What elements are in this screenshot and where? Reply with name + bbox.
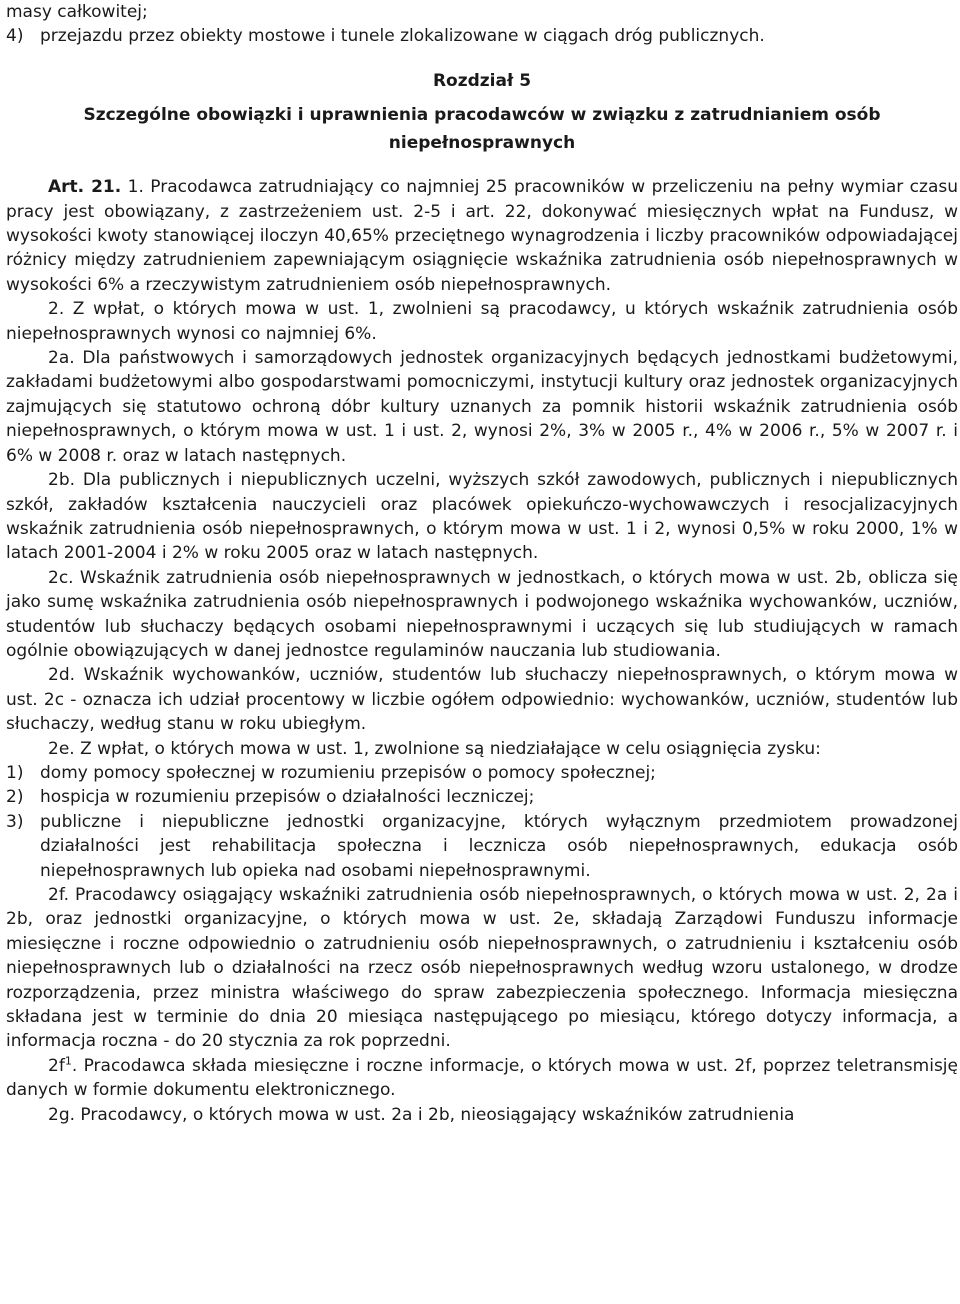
paragraph-2f1-text: . Pracodawca składa miesięczne i roczne informacje, o których mowa w ust. 2f, poprzez teletransmisję danych w formie dokumentu elektronicznego.	[6, 1055, 958, 1101]
paragraph-2c: 2c. Wskaźnik zatrudnienia osób niepełnosprawnych w jednostkach, o których mowa w ust. 2b, oblicza się jako sumę wskaźnika zatrudnienia osób niepełnosprawnych i podwojonego wskaźnika wychowanków, uczniów, studentów lub słuchaczy będących osobami niepełnosprawnymi i uczących się lub studiujących w ramach ogólnie obowiązujących w danej jednostce regulaminów nauczania lub studiowania.	[6, 567, 958, 661]
article-label: Art. 21.	[48, 177, 122, 198]
list-item-text: przejazdu przez obiekty mostowe i tunele zlokalizowane w ciągach dróg publicznych.	[40, 26, 765, 47]
list-item-3	[6, 810, 958, 883]
paragraph-2f: 2f. Pracodawcy osiągający wskaźniki zatrudnienia osób niepełnosprawnych, o których mowa w ust. 2, 2a i 2b, oraz jednostki organizacyjne, o których mowa w ust. 2e, składają Zarządowi Funduszu informacje miesięczne i roczne odpowiednio o zatrudnieniu osób niepełnosprawnych, o zatrudnieniu i kształceniu osób niepełnosprawnych lub o działalności na rzecz osób niepełnosprawnych według wzoru ustalonego, w drodze rozporządzenia, przez ministra właściwego do spraw zabezpieczenia społecznego. Informacja miesięczna składana jest w terminie do dnia 20 miesiąca następującego po miesiącu, którego dotyczy informacja, a informacja roczna - do 20 stycznia za rok poprzedni.	[6, 885, 958, 1052]
list-item-text: domy pomocy społecznej w rozumieniu przepisów o pomocy społecznej;	[40, 762, 656, 783]
list-item-1	[6, 761, 958, 785]
chapter-title: Rozdział 5	[432, 70, 532, 91]
list-item-number: 3)	[6, 811, 24, 832]
paragraph-2d: 2d. Wskaźnik wychowanków, uczniów, studentów lub słuchaczy niepełnosprawnych, o którym mowa w ust. 2c - oznacza ich udział procentowy w liczbie ogółem odpowiednio: wychowanków, uczniów, studentów lub słuchaczy, według stanu w roku ubiegłym.	[6, 665, 958, 735]
text-line-masy: masy całkowitej;	[6, 2, 148, 22]
list-item-text: publiczne i niepubliczne jednostki organizacyjne, których wyłącznym przedmiotem prowadzonej działalności jest rehabilitacja społeczna i lecznicza osób niepełnosprawnych, edukacja osób niepełnosprawnych lub opieka nad osobami niepełnosprawnymi.	[40, 811, 958, 881]
list-item-number: 1)	[6, 762, 24, 783]
paragraph-2: 2. Z wpłat, o których mowa w ust. 1, zwolnieni są pracodawcy, u których wskaźnik zatrudnienia osób niepełnosprawnych wynosi co najmniej 6%.	[6, 299, 958, 344]
list-item-text: hospicja w rozumieniu przepisów o działalności leczniczej;	[40, 787, 535, 808]
article-21-paragraph-1	[6, 175, 958, 297]
paragraph-2e: 2e. Z wpłat, o których mowa w ust. 1, zwolnione są niedziałające w celu osiągnięcia zysku:	[48, 738, 821, 759]
list-item-number: 2)	[6, 787, 24, 808]
paragraph-1-text: 1. Pracodawca zatrudniający co najmniej 25 pracowników w przeliczeniu na pełny wymiar czasu pracy jest obowiązany, z zastrzeżeniem ust. 2-5 i art. 22, dokonywać miesięcznych wpłat na Fundusz, w wysokości kwoty stanowiącej iloczyn 40,65% przeciętnego wynagrodzenia i liczby pracowników odpowiadającej różnicy między zatrudnieniem zapewniającym osiągnięcie wskaźnika zatrudnienia osób niepełnosprawnych w wysokości 6% a rzeczywistym zatrudnieniem osób niepełnosprawnych.	[6, 177, 958, 295]
document-page	[6, 0, 958, 1127]
list-item-number: 4)	[6, 26, 24, 47]
paragraph-2g: 2g. Pracodawcy, o których mowa w ust. 2a i 2b, nieosiągający wskaźników zatrudnienia	[48, 1104, 795, 1125]
paragraph-2a: 2a. Dla państwowych i samorządowych jednostek organizacyjnych będących jednostkami budżetowymi, zakładami budżetowymi albo gospodarstwami pomocniczymi, instytucji kultury oraz jednostek organizacyjnych zajmujących się statutowo ochroną dóbr kultury uznanych za pomnik historii wskaźnik zatrudnienia osób niepełnosprawnych, o którym mowa w ust. 1 i ust. 2, wynosi 2%, 3% w 2005 r., 4% w 2006 r., 5% w 2007 r. i 6% w 2008 r. oraz w latach następnych.	[6, 348, 958, 466]
paragraph-2b: 2b. Dla publicznych i niepublicznych uczelni, wyższych szkół zawodowych, publicznych i niepublicznych szkół, zakładów kształcenia nauczycieli oraz placówek opiekuńczo-wychowawczych i resocjalizacyjnych wskaźnik zatrudnienia osób niepełnosprawnych, o którym mowa w ust. 1 i 2, wynosi 0,5% w roku 2000, 1% w latach 2001-2004 i 2% w roku 2005 oraz w latach następnych.	[6, 470, 958, 564]
list-item-4	[6, 24, 958, 48]
paragraph-2f1	[6, 1054, 958, 1103]
chapter-subtitle: Szczególne obowiązki i uprawnienia pracodawców w związku z zatrudnianiem osób niepełnosprawnych	[83, 105, 881, 154]
paragraph-2f1-prefix: 2f	[48, 1055, 65, 1076]
list-item-2	[6, 785, 958, 809]
superscript-1: 1	[64, 1054, 72, 1068]
